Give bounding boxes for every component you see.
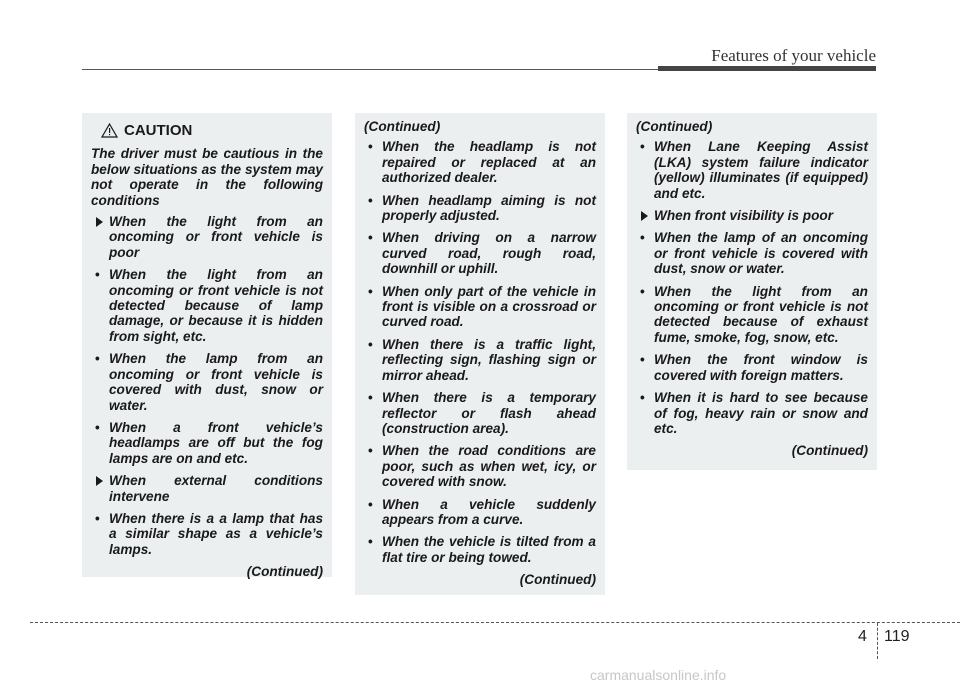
condition-item <box>364 390 596 436</box>
condition-item <box>364 139 596 185</box>
condition-item <box>636 390 868 436</box>
condition-text: When the light from an oncoming or front vehicle is not detected because of lamp damage, or because it is hidden from sight, etc. <box>109 267 323 344</box>
continued-top-label: (Continued) <box>364 119 441 134</box>
condition-text: When Lane Keeping Assist (LKA) system failure indicator (yellow) illuminates (if equipped) and etc. <box>654 139 868 201</box>
bullet-icon: • <box>368 283 373 299</box>
condition-item <box>91 420 323 466</box>
bullet-icon: • <box>640 230 645 246</box>
condition-text: When only part of the vehicle in front is visible on a crossroad or curved road. <box>382 283 596 330</box>
warning-triangle-icon <box>101 123 118 138</box>
condition-item <box>91 511 323 557</box>
header-rule-accent <box>658 66 876 71</box>
header-title: Features of your vehicle <box>711 46 876 65</box>
condition-text: When front visibility is poor <box>654 208 833 224</box>
continued-label: (Continued) <box>246 564 323 580</box>
condition-item <box>364 534 596 565</box>
continued-top-label: (Continued) <box>636 119 713 134</box>
bullet-icon: • <box>95 419 100 435</box>
condition-text: When there is a traffic light, reflecting sign, flashing sign or mirror ahead. <box>382 336 596 383</box>
condition-heading-item <box>636 208 868 223</box>
condition-item <box>91 351 323 413</box>
bullet-icon: • <box>640 139 645 155</box>
caution-label: CAUTION <box>124 122 193 139</box>
condition-list <box>91 214 323 557</box>
caution-box <box>82 113 332 580</box>
bullet-icon: • <box>368 534 373 550</box>
continued-box-2 <box>355 113 605 595</box>
condition-heading-item <box>91 214 323 260</box>
caution-intro: The driver must be cautious in the below situations as the system may not operate in the following conditions <box>91 146 323 208</box>
bullet-icon: • <box>640 352 645 368</box>
condition-item <box>364 443 596 489</box>
condition-item <box>364 497 596 528</box>
condition-item <box>636 352 868 383</box>
condition-text: When the lamp of an oncoming or front vehicle is covered with dust, snow or water. <box>654 230 868 277</box>
condition-text: When the vehicle is tilted from a flat tire or being towed. <box>382 534 596 565</box>
footer-divider <box>877 623 878 659</box>
condition-text: When a vehicle suddenly appears from a curve. <box>382 496 596 527</box>
condition-list <box>636 139 868 436</box>
condition-list <box>364 139 596 565</box>
continued-box-3 <box>627 113 877 470</box>
condition-text: When headlamp aiming is not properly adjusted. <box>382 192 596 224</box>
condition-item <box>364 193 596 224</box>
condition-item <box>636 139 868 201</box>
condition-text: When there is a temporary reflector or flash ahead (construction area). <box>382 390 596 436</box>
continued-label: (Continued) <box>791 443 868 459</box>
bullet-icon: • <box>368 443 373 459</box>
condition-text: When external conditions intervene <box>109 473 323 504</box>
condition-text: When the light from an oncoming or front vehicle is not detected because of exhaust fume, smoke, fog, snow, etc. <box>654 283 868 345</box>
bullet-icon: • <box>368 139 373 155</box>
condition-item <box>91 267 323 344</box>
triangle-arrow-icon <box>96 217 103 227</box>
condition-text: When the road conditions are poor, such as when wet, icy, or covered with snow. <box>382 443 596 490</box>
watermark-text: carmanualsonline.info <box>590 667 727 683</box>
condition-text: When it is hard to see because of fog, heavy rain or snow and etc. <box>654 390 868 436</box>
footer-rule <box>30 622 960 623</box>
bullet-icon: • <box>368 192 373 208</box>
bullet-icon: • <box>95 267 100 283</box>
caution-heading <box>101 123 323 138</box>
condition-item <box>364 337 596 383</box>
triangle-arrow-icon <box>641 211 648 221</box>
section-number: 4 <box>858 628 867 645</box>
bullet-icon: • <box>640 390 645 406</box>
bullet-icon: • <box>95 510 100 526</box>
condition-item <box>636 284 868 346</box>
condition-text: When the lamp from an oncoming or front vehicle is covered with dust, snow or water. <box>109 351 323 413</box>
condition-text: When the front window is covered with foreign matters. <box>654 352 868 383</box>
condition-text: When a front vehicle’s headlamps are off but the fog lamps are on and etc. <box>109 419 323 466</box>
condition-text: When driving on a narrow curved road, rough road, downhill or uphill. <box>382 230 596 277</box>
triangle-arrow-icon <box>96 476 103 486</box>
condition-text: When the headlamp is not repaired or replaced at an authorized dealer. <box>382 139 596 186</box>
condition-item <box>364 230 596 276</box>
bullet-icon: • <box>368 336 373 352</box>
bullet-icon: • <box>640 283 645 299</box>
condition-heading-item <box>91 473 323 504</box>
condition-text: When the light from an oncoming or front vehicle is poor <box>109 214 323 260</box>
condition-item <box>364 284 596 330</box>
bullet-icon: • <box>368 230 373 246</box>
bullet-icon: • <box>368 496 373 512</box>
page-number: 119 <box>884 628 910 645</box>
bullet-icon: • <box>368 390 373 406</box>
condition-text: When there is a a lamp that has a similar shape as a vehicle’s lamps. <box>109 510 323 557</box>
condition-item <box>636 230 868 276</box>
continued-label: (Continued) <box>519 572 596 588</box>
bullet-icon: • <box>95 351 100 367</box>
